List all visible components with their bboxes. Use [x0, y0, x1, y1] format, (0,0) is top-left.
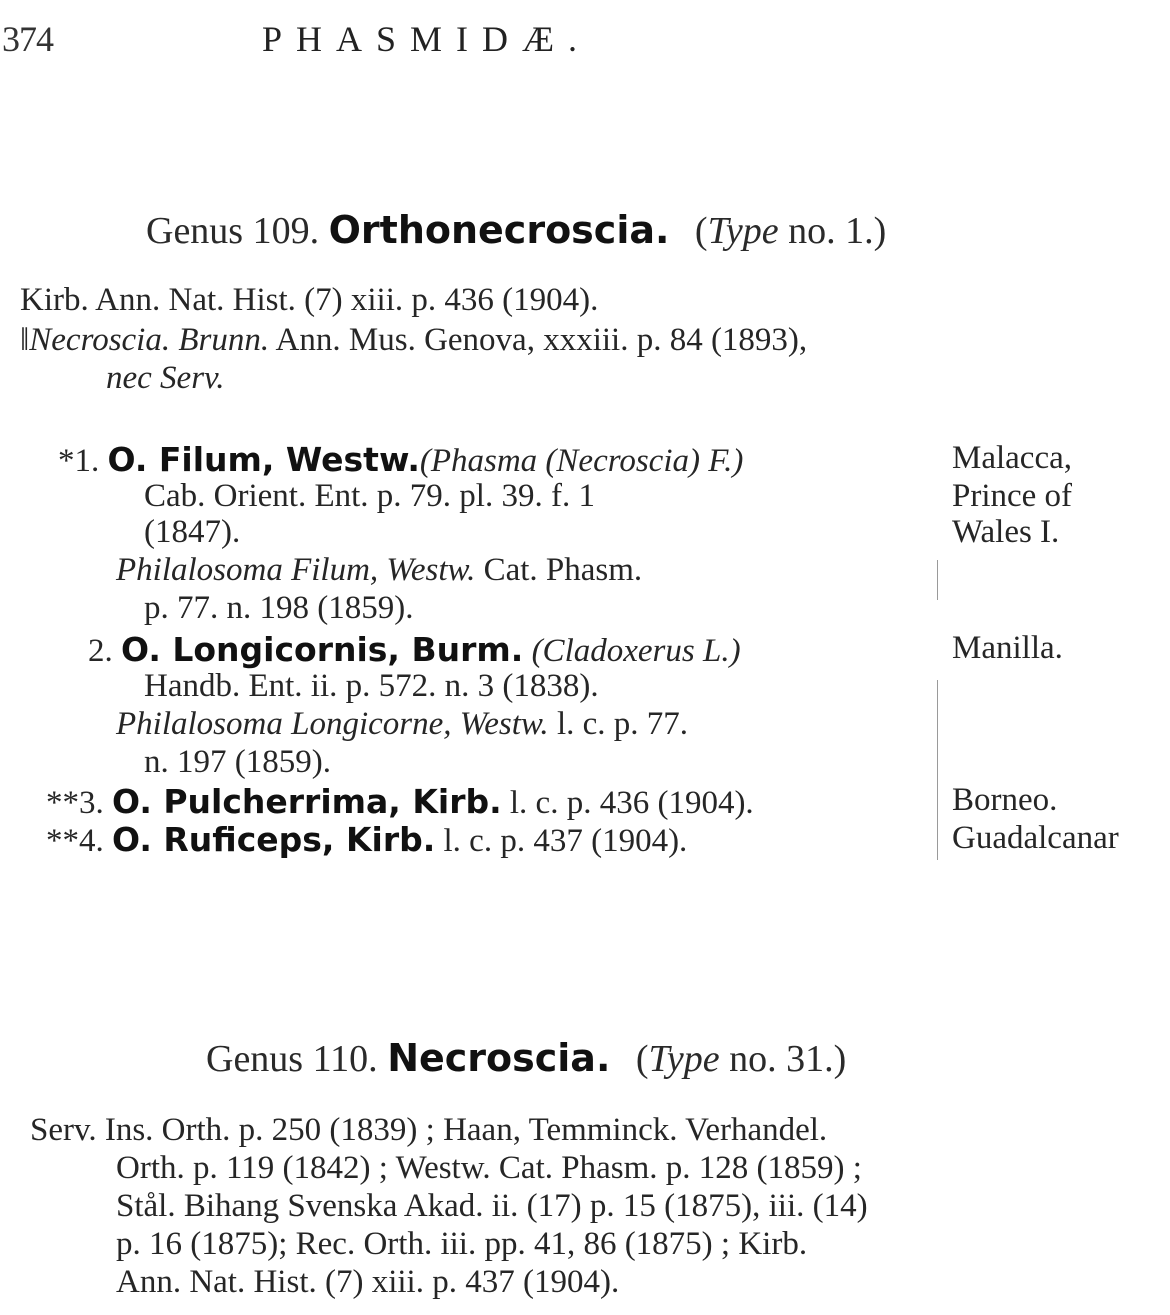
species-3-header [46, 782, 754, 822]
species-3-locality: Borneo. [952, 782, 1058, 818]
species-2-header [88, 630, 741, 670]
genus-109-ref-3: nec Serv. [106, 360, 225, 396]
species-1-locality-1: Malacca, [952, 440, 1072, 476]
genus-109-ref-1: Kirb. Ann. Nat. Hist. (7) xiii. p. 436 (1904). [20, 282, 599, 318]
species-marker: **3. [46, 785, 104, 821]
species-ref: l. c. p. 437 (1904). [443, 823, 688, 859]
synonym-ref: l. c. p. 77. [556, 706, 689, 742]
synonym-author: Westw. [459, 706, 549, 742]
synonym-name: Philalosoma Longicorne, [116, 706, 452, 742]
species-2-synonym-cont: n. 197 (1859). [144, 744, 331, 780]
genus-110-heading [206, 1036, 846, 1081]
species-4-header [46, 820, 687, 860]
species-synonym: (Phasma (Necroscia) F.) [419, 443, 744, 479]
species-ref: l. c. p. 436 (1904). [509, 785, 754, 821]
synonym-ref: Ann. Mus. Genova, xxxiii. p. 84 (1893), [275, 322, 808, 358]
type-word: Type [707, 210, 779, 252]
species-marker: **4. [46, 823, 104, 859]
genus-109-heading [146, 208, 886, 253]
running-title: PHASMIDÆ. [262, 19, 592, 59]
type-open: ( [635, 1038, 649, 1080]
type-word: Type [648, 1038, 720, 1080]
synonym-name: Philalosoma Filum, Westw. [116, 552, 476, 588]
genus-label: Genus 110. [206, 1038, 378, 1080]
species-name: O. Ruficeps, Kirb. [112, 820, 436, 859]
species-1-header [58, 440, 743, 480]
genus-110-ref-2: Orth. p. 119 (1842) ; Westw. Cat. Phasm. p. 128 (1859) ; [116, 1150, 862, 1186]
type-number: no. 31.) [729, 1038, 847, 1080]
genus-110-ref-1: Serv. Ins. Orth. p. 250 (1839) ; Haan, Temminck. Verhandel. [30, 1112, 828, 1148]
type-open: ( [694, 210, 708, 252]
species-marker: *1. [58, 443, 100, 479]
species-name: O. Filum, Westw. [107, 440, 420, 479]
column-divider [937, 560, 938, 600]
column-divider [937, 680, 938, 860]
species-2-synonym [116, 706, 688, 743]
species-1-synonym [116, 552, 642, 589]
page-number: 374 [2, 19, 53, 59]
genus-name: Orthonecroscia. [328, 208, 670, 252]
type-number: no. 1.) [788, 210, 887, 252]
genus-110-ref-5: Ann. Nat. Hist. (7) xiii. p. 437 (1904). [116, 1264, 620, 1300]
species-1-ref-line-2: (1847). [144, 514, 241, 550]
species-1-synonym-cont: p. 77. n. 198 (1859). [144, 590, 414, 626]
synonym-ref: Cat. Phasm. [483, 552, 643, 588]
species-1-ref-line-1: Cab. Orient. Ent. p. 79. pl. 39. f. 1 [144, 478, 595, 514]
species-name: O. Longicornis, Burm. [121, 630, 524, 669]
parallel-mark: ‖ [20, 322, 30, 358]
species-1-locality-2: Prince of [952, 478, 1073, 514]
genus-label: Genus 109. [146, 210, 320, 252]
genus-110-ref-4: p. 16 (1875); Rec. Orth. iii. pp. 41, 86 (1875) ; Kirb. [116, 1226, 808, 1262]
genus-109-ref-2 [20, 322, 807, 359]
species-2-ref-line-1: Handb. Ent. ii. p. 572. n. 3 (1838). [144, 668, 599, 704]
species-name: O. Pulcherrima, Kirb. [112, 782, 502, 821]
species-synonym: (Cladoxerus L.) [531, 633, 741, 669]
genus-name: Necroscia. [387, 1036, 611, 1080]
species-1-locality-3: Wales I. [952, 514, 1060, 550]
species-4-locality: Guadalcanar [952, 820, 1119, 856]
species-marker: 2. [88, 633, 113, 669]
species-2-locality: Manilla. [952, 630, 1063, 666]
genus-110-ref-3: Stål. Bihang Svenska Akad. ii. (17) p. 15 (1875), iii. (14) [116, 1188, 868, 1224]
synonym-genus: Necroscia. Brunn. [29, 322, 270, 358]
